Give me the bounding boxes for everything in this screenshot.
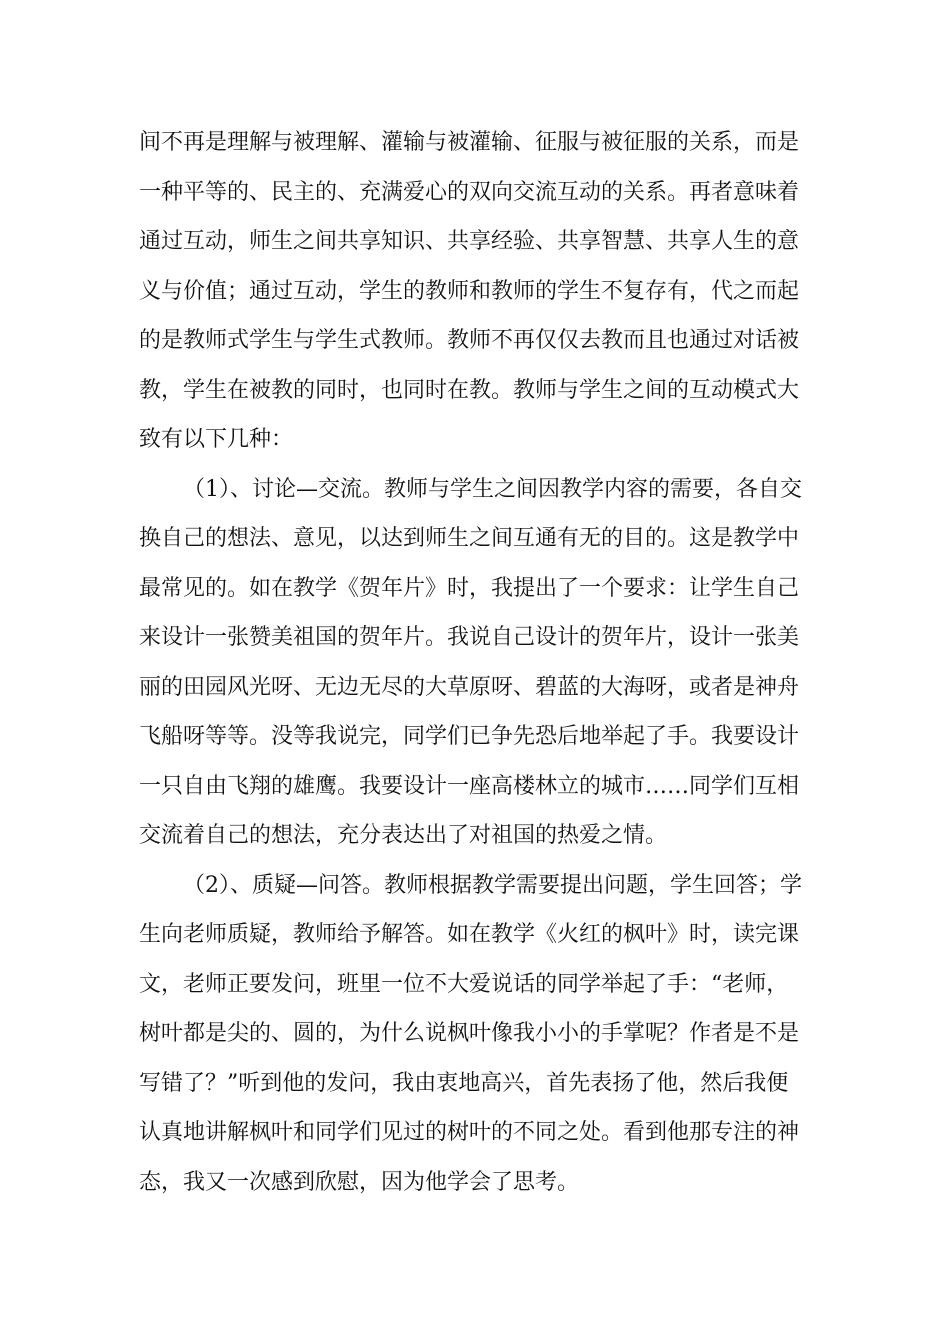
text-line: 最常见的。如在教学《贺年片》时，我提出了一个要求：让学生自己 (139, 575, 800, 601)
text-line: 飞船呀等等。没等我说完，同学们已争先恐后地举起了手。我要设计 (139, 724, 800, 749)
text-line: 树叶都是尖的、圆的，为什么说枫叶像我小小的手掌呢？作者是不是 (139, 1021, 800, 1046)
paragraph-start-line: （1）、讨论—交流。教师与学生之间因教学内容的需要，各自交 (183, 476, 802, 502)
text-line: 写错了？”听到他的发问，我由衷地高兴，首先表扬了他，然后我便 (139, 1070, 789, 1096)
text-line: 态，我又一次感到欣慰，因为他学会了思考。 (139, 1169, 580, 1195)
text-line: 生向老师质疑，教师给予解答。如在教学《火红的枫叶》时，读完课 (139, 922, 800, 947)
text-line: 义与价值；通过互动，学生的教师和教师的学生不复存有，代之而起 (139, 278, 800, 304)
text-line: 通过互动，师生之间共享知识、共享经验、共享智慧、共享人生的意 (139, 229, 800, 254)
text-line: 一种平等的、民主的、充满爱心的双向交流互动的关系。再者意味着 (139, 179, 800, 205)
text-line: 交流着自己的想法，充分表达出了对祖国的热爱之情。 (139, 823, 668, 848)
text-line: 文，老师正要发问，班里一位不大爱说话的同学举起了手：“老师， (139, 971, 789, 997)
body-text (139, 118, 829, 1207)
text-line: 一只自由飞翔的雄鹰。我要设计一座高楼林立的城市……同学们互相 (139, 773, 800, 799)
text-line: 教，学生在被教的同时，也同时在教。教师与学生之间的互动模式大 (139, 377, 800, 403)
text-line: 丽的田园风光呀、无边无尽的大草原呀、碧蓝的大海呀，或者是神舟 (139, 674, 800, 700)
text-line: 认真地讲解枫叶和同学们见过的树叶的不同之处。看到他那专注的神 (139, 1120, 800, 1145)
text-line: 来设计一张赞美祖国的贺年片。我说自己设计的贺年片，设计一张美 (139, 625, 800, 650)
text-line: 致有以下几种： (139, 427, 294, 452)
text-line: 换自己的想法、意见，以达到师生之间互通有无的目的。这是教学中 (139, 526, 800, 551)
text-line: 间不再是理解与被理解、灌输与被灌输、征服与被征服的关系，而是 (139, 130, 800, 155)
text-line: 的是教师式学生与学生式教师。教师不再仅仅去教而且也通过对话被 (139, 328, 800, 353)
paragraph-start-line: （2）、质疑—问答。教师根据教学需要提出问题，学生回答；学 (183, 872, 802, 898)
